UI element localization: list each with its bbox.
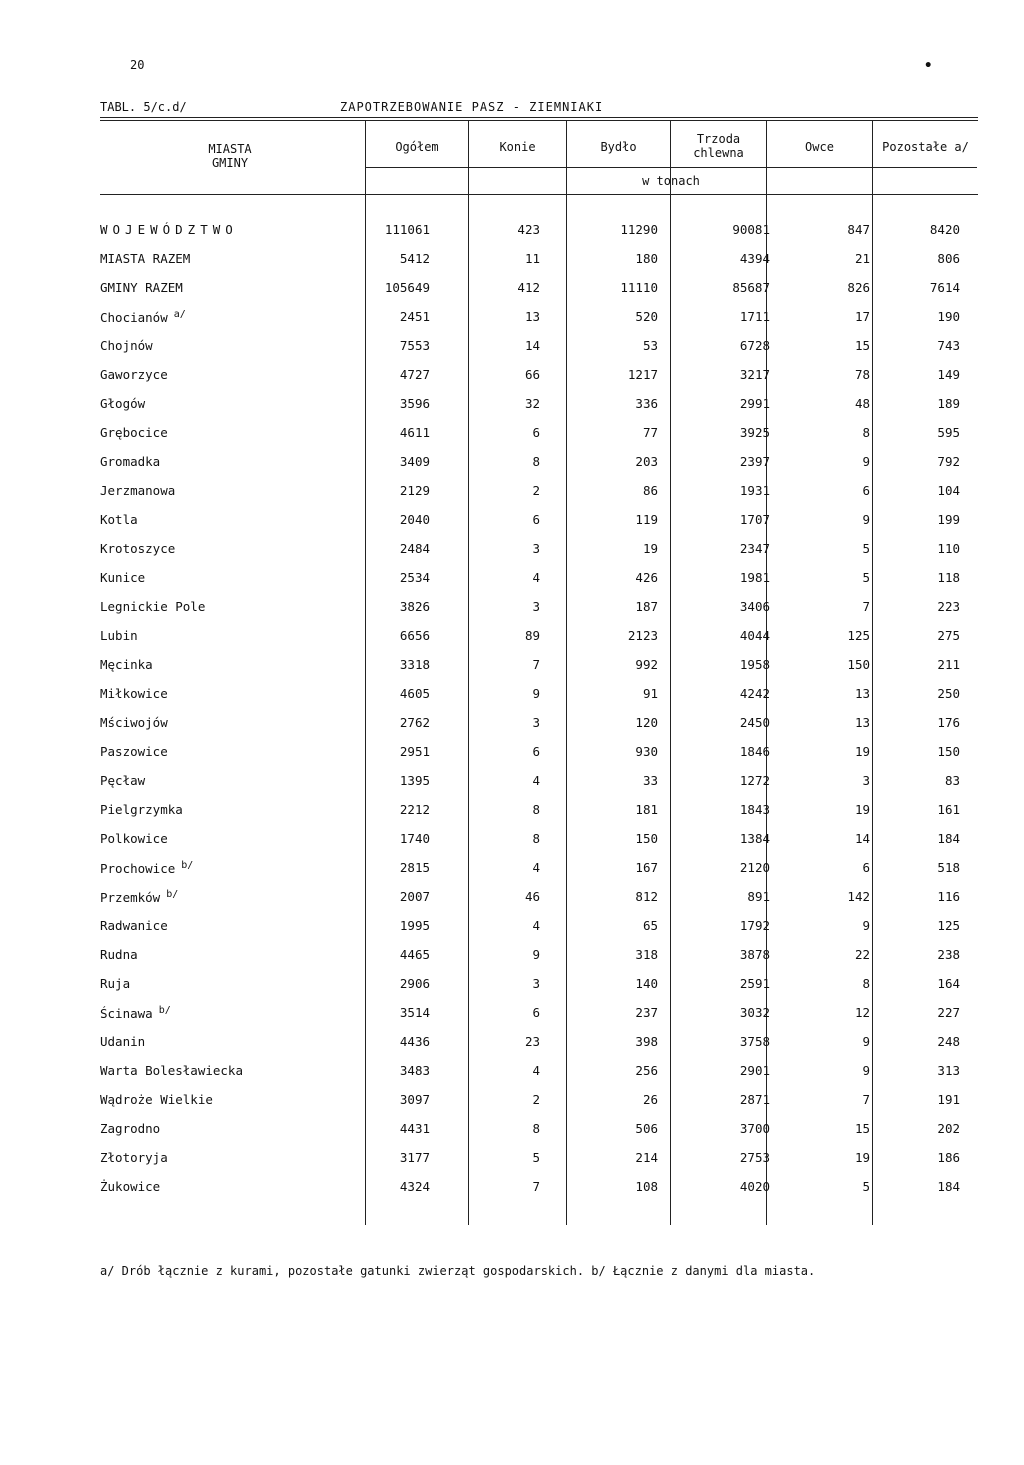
cell-value: 3406 [739, 599, 770, 614]
cell-value: 6 [532, 512, 540, 527]
cell-value: 4611 [399, 425, 430, 440]
cell-value: 1981 [739, 570, 770, 585]
table-row [100, 483, 980, 501]
row-name: Żukowice [100, 1179, 161, 1194]
cell-value: 19 [854, 802, 870, 817]
cell-value: 1395 [399, 773, 430, 788]
cell-value: 176 [937, 715, 960, 730]
table-row [100, 251, 980, 269]
cell-value: 6 [862, 860, 870, 875]
cell-value: 2484 [399, 541, 430, 556]
header-unit: w tonach [642, 174, 700, 188]
cell-value: 3409 [399, 454, 430, 469]
cell-value: 6656 [399, 628, 430, 643]
cell-value: 83 [944, 773, 960, 788]
cell-value: 90081 [732, 222, 770, 237]
table-row [100, 222, 980, 240]
table-row [100, 541, 980, 559]
cell-value: 2007 [399, 889, 430, 904]
header-col-other: Pozostałe a/ [882, 140, 969, 154]
cell-value: 5 [532, 1150, 540, 1165]
cell-value: 1707 [739, 512, 770, 527]
cell-value: 167 [635, 860, 658, 875]
cell-value: 161 [937, 802, 960, 817]
cell-value: 119 [635, 512, 658, 527]
cell-value: 8 [862, 976, 870, 991]
row-name: MIASTA RAZEM [100, 251, 191, 266]
cell-value: 2534 [399, 570, 430, 585]
cell-value: 202 [937, 1121, 960, 1136]
row-name-wrap [100, 860, 193, 876]
cell-value: 248 [937, 1034, 960, 1049]
row-name: Głogów [100, 396, 146, 411]
table-row [100, 1063, 980, 1081]
cell-value: 426 [635, 570, 658, 585]
cell-value: 110 [937, 541, 960, 556]
cell-value: 111061 [384, 222, 430, 237]
row-name: Kunice [100, 570, 146, 585]
cell-value: 116 [937, 889, 960, 904]
cell-value: 6 [532, 744, 540, 759]
row-name: Pęcław [100, 773, 146, 788]
cell-value: 2906 [399, 976, 430, 991]
cell-value: 1931 [739, 483, 770, 498]
cell-value: 150 [635, 831, 658, 846]
cell-value: 184 [937, 1179, 960, 1194]
header-col-horses: Konie [499, 140, 536, 154]
cell-value: 398 [635, 1034, 658, 1049]
cell-value: 6 [862, 483, 870, 498]
cell-value: 1711 [739, 309, 770, 324]
table-row [100, 309, 980, 327]
table-row [100, 831, 980, 849]
cell-value: 1272 [739, 773, 770, 788]
cell-value: 2762 [399, 715, 430, 730]
cell-value: 5 [862, 541, 870, 556]
table-row [100, 918, 980, 936]
cell-value: 4605 [399, 686, 430, 701]
cell-value: 2 [532, 483, 540, 498]
row-footnote-mark: b/ [158, 1005, 171, 1016]
cell-value: 7 [862, 1092, 870, 1107]
cell-value: 11290 [620, 222, 658, 237]
cell-value: 5412 [399, 251, 430, 266]
row-name: Udanin [100, 1034, 146, 1049]
cell-value: 223 [937, 599, 960, 614]
cell-value: 13 [854, 686, 870, 701]
top-rule-double [100, 120, 978, 121]
cell-value: 4020 [739, 1179, 770, 1194]
cell-value: 2991 [739, 396, 770, 411]
cell-value: 2591 [739, 976, 770, 991]
table-row [100, 744, 980, 762]
cell-value: 238 [937, 947, 960, 962]
cell-value: 743 [937, 338, 960, 353]
row-name: Polkowice [100, 831, 168, 846]
row-name-wrap [100, 309, 186, 325]
cell-value: 1384 [739, 831, 770, 846]
cell-value: 14 [854, 831, 870, 846]
cell-value: 7614 [929, 280, 960, 295]
table-row [100, 396, 980, 414]
cell-value: 6 [532, 1005, 540, 1020]
cell-value: 187 [635, 599, 658, 614]
row-footnote-mark: a/ [173, 309, 186, 320]
header-bottom-rule [100, 194, 978, 195]
row-name: Lubin [100, 628, 138, 643]
cell-value: 250 [937, 686, 960, 701]
cell-value: 2129 [399, 483, 430, 498]
cell-value: 89 [524, 628, 540, 643]
cell-value: 4436 [399, 1034, 430, 1049]
cell-value: 1843 [739, 802, 770, 817]
row-name: Chocianów [100, 310, 168, 326]
table-row [100, 425, 980, 443]
cell-value: 21 [854, 251, 870, 266]
cell-value: 313 [937, 1063, 960, 1078]
cell-value: 32 [524, 396, 540, 411]
cell-value: 3 [532, 599, 540, 614]
cell-value: 6 [532, 425, 540, 440]
cell-value: 2120 [739, 860, 770, 875]
cell-value: 2397 [739, 454, 770, 469]
cell-value: 15 [854, 338, 870, 353]
cell-value: 2753 [739, 1150, 770, 1165]
cell-value: 125 [847, 628, 870, 643]
row-name: Prochowice [100, 861, 176, 877]
cell-value: 3700 [739, 1121, 770, 1136]
cell-value: 2 [532, 1092, 540, 1107]
unit-rule [365, 167, 977, 168]
header-col-sheep: Owce [805, 140, 834, 154]
cell-value: 26 [642, 1092, 658, 1107]
cell-value: 8 [532, 831, 540, 846]
cell-value: 3514 [399, 1005, 430, 1020]
cell-value: 7 [862, 599, 870, 614]
cell-value: 930 [635, 744, 658, 759]
cell-value: 11 [524, 251, 540, 266]
cell-value: 180 [635, 251, 658, 266]
cell-value: 520 [635, 309, 658, 324]
cell-value: 33 [642, 773, 658, 788]
cell-value: 191 [937, 1092, 960, 1107]
cell-value: 3 [532, 976, 540, 991]
row-name: WOJEWÓDZTWO [100, 222, 238, 237]
cell-value: 78 [854, 367, 870, 382]
cell-value: 7 [532, 1179, 540, 1194]
cell-value: 150 [937, 744, 960, 759]
table-row [100, 802, 980, 820]
cell-value: 4242 [739, 686, 770, 701]
row-name: Przemków [100, 890, 161, 906]
footnote: a/ Drób łącznie z kurami, pozostałe gatunki zwierząt gospodarskich. b/ Łącznie z danymi dla miasta. [100, 1264, 816, 1278]
cell-value: 8 [532, 1121, 540, 1136]
cell-value: 164 [937, 976, 960, 991]
row-name: Legnickie Pole [100, 599, 206, 614]
cell-value: 237 [635, 1005, 658, 1020]
cell-value: 23 [524, 1034, 540, 1049]
cell-value: 2212 [399, 802, 430, 817]
cell-value: 806 [937, 251, 960, 266]
cell-value: 2815 [399, 860, 430, 875]
cell-value: 203 [635, 454, 658, 469]
row-name: Miłkowice [100, 686, 168, 701]
row-name: Paszowice [100, 744, 168, 759]
page-number: 20 [130, 58, 145, 72]
cell-value: 2040 [399, 512, 430, 527]
table-title: ZAPOTRZEBOWANIE PASZ - ZIEMNIAKI [340, 100, 604, 114]
cell-value: 2450 [739, 715, 770, 730]
cell-value: 8 [532, 802, 540, 817]
cell-value: 847 [847, 222, 870, 237]
row-name: Złotoryja [100, 1150, 168, 1165]
cell-value: 53 [642, 338, 658, 353]
row-name: Zagrodno [100, 1121, 161, 1136]
cell-value: 8 [862, 425, 870, 440]
cell-value: 125 [937, 918, 960, 933]
cell-value: 19 [642, 541, 658, 556]
cell-value: 5 [862, 1179, 870, 1194]
cell-value: 4727 [399, 367, 430, 382]
row-name: Warta Bolesławiecka [100, 1063, 243, 1078]
cell-value: 506 [635, 1121, 658, 1136]
cell-value: 3032 [739, 1005, 770, 1020]
header-col-cattle: Bydło [600, 140, 637, 154]
row-name: GMINY RAZEM [100, 280, 183, 295]
cell-value: 86 [642, 483, 658, 498]
cell-value: 17 [854, 309, 870, 324]
row-name: Gaworzyce [100, 367, 168, 382]
cell-value: 3 [532, 541, 540, 556]
row-name: Chojnów [100, 338, 153, 353]
cell-value: 275 [937, 628, 960, 643]
cell-value: 1846 [739, 744, 770, 759]
cell-value: 3 [862, 773, 870, 788]
cell-value: 1958 [739, 657, 770, 672]
cell-value: 4044 [739, 628, 770, 643]
cell-value: 13 [524, 309, 540, 324]
table-row [100, 976, 980, 994]
row-name: Krotoszyce [100, 541, 176, 556]
row-name: Rudna [100, 947, 138, 962]
row-name: Ruja [100, 976, 131, 991]
table-row [100, 860, 980, 878]
cell-value: 256 [635, 1063, 658, 1078]
cell-value: 150 [847, 657, 870, 672]
row-name: Radwanice [100, 918, 168, 933]
cell-value: 142 [847, 889, 870, 904]
cell-value: 3097 [399, 1092, 430, 1107]
cell-value: 118 [937, 570, 960, 585]
cell-value: 13 [854, 715, 870, 730]
cell-value: 140 [635, 976, 658, 991]
row-name: Grębocice [100, 425, 168, 440]
cell-value: 8420 [929, 222, 960, 237]
row-name: Gromadka [100, 454, 161, 469]
table-row [100, 512, 980, 530]
table-row [100, 1179, 980, 1197]
cell-value: 4 [532, 773, 540, 788]
cell-value: 91 [642, 686, 658, 701]
cell-value: 22 [854, 947, 870, 962]
table-row [100, 599, 980, 617]
table-row [100, 715, 980, 733]
cell-value: 318 [635, 947, 658, 962]
cell-value: 186 [937, 1150, 960, 1165]
table-row [100, 570, 980, 588]
cell-value: 3217 [739, 367, 770, 382]
cell-value: 3925 [739, 425, 770, 440]
cell-value: 149 [937, 367, 960, 382]
cell-value: 992 [635, 657, 658, 672]
cell-value: 4431 [399, 1121, 430, 1136]
cell-value: 6728 [739, 338, 770, 353]
cell-value: 9 [862, 918, 870, 933]
row-footnote-mark: b/ [166, 889, 179, 900]
table-label: TABL. 5/c.d/ [100, 100, 187, 114]
cell-value: 3596 [399, 396, 430, 411]
cell-value: 12 [854, 1005, 870, 1020]
cell-value: 9 [532, 947, 540, 962]
cell-value: 9 [532, 686, 540, 701]
cell-value: 8 [532, 454, 540, 469]
cell-value: 199 [937, 512, 960, 527]
table-row [100, 889, 980, 907]
top-rule [100, 117, 978, 118]
cell-value: 1792 [739, 918, 770, 933]
table-row [100, 1121, 980, 1139]
row-name: Ścinawa [100, 1006, 153, 1022]
cell-value: 9 [862, 1063, 870, 1078]
cell-value: 3758 [739, 1034, 770, 1049]
row-name: Wądroże Wielkie [100, 1092, 213, 1107]
cell-value: 181 [635, 802, 658, 817]
cell-value: 15 [854, 1121, 870, 1136]
table-row [100, 628, 980, 646]
cell-value: 120 [635, 715, 658, 730]
cell-value: 7553 [399, 338, 430, 353]
table-row [100, 454, 980, 472]
cell-value: 66 [524, 367, 540, 382]
cell-value: 1217 [627, 367, 658, 382]
cell-value: 812 [635, 889, 658, 904]
table-row [100, 280, 980, 298]
cell-value: 4 [532, 918, 540, 933]
cell-value: 19 [854, 1150, 870, 1165]
table-row [100, 1005, 980, 1023]
cell-value: 65 [642, 918, 658, 933]
row-name-wrap [100, 889, 178, 905]
cell-value: 4 [532, 570, 540, 585]
cell-value: 9 [862, 454, 870, 469]
table-row [100, 367, 980, 385]
cell-value: 77 [642, 425, 658, 440]
row-name: Pielgrzymka [100, 802, 183, 817]
cell-value: 3318 [399, 657, 430, 672]
cell-value: 412 [517, 280, 540, 295]
cell-value: 19 [854, 744, 870, 759]
cell-value: 9 [862, 1034, 870, 1049]
row-name: Jerzmanowa [100, 483, 176, 498]
header-name-col: MIASTA GMINY [208, 142, 252, 170]
cell-value: 792 [937, 454, 960, 469]
row-name: Kotla [100, 512, 138, 527]
row-footnote-mark: b/ [181, 860, 194, 871]
cell-value: 214 [635, 1150, 658, 1165]
cell-value: 3878 [739, 947, 770, 962]
cell-value: 4465 [399, 947, 430, 962]
table-row [100, 1034, 980, 1052]
cell-value: 1995 [399, 918, 430, 933]
cell-value: 3826 [399, 599, 430, 614]
cell-value: 2347 [739, 541, 770, 556]
header-col-pigs: Trzoda chlewna [693, 132, 744, 160]
cell-value: 518 [937, 860, 960, 875]
cell-value: 48 [854, 396, 870, 411]
cell-value: 423 [517, 222, 540, 237]
cell-value: 190 [937, 309, 960, 324]
cell-value: 4 [532, 860, 540, 875]
cell-value: 9 [862, 512, 870, 527]
cell-value: 105649 [384, 280, 430, 295]
corner-mark: • [924, 58, 933, 74]
cell-value: 211 [937, 657, 960, 672]
row-name: Mściwojów [100, 715, 168, 730]
cell-value: 4394 [739, 251, 770, 266]
cell-value: 595 [937, 425, 960, 440]
cell-value: 7 [532, 657, 540, 672]
cell-value: 3177 [399, 1150, 430, 1165]
table-row [100, 1092, 980, 1110]
cell-value: 189 [937, 396, 960, 411]
cell-value: 5 [862, 570, 870, 585]
table-row [100, 1150, 980, 1168]
cell-value: 14 [524, 338, 540, 353]
cell-value: 4 [532, 1063, 540, 1078]
cell-value: 1740 [399, 831, 430, 846]
cell-value: 3483 [399, 1063, 430, 1078]
cell-value: 826 [847, 280, 870, 295]
row-name-wrap [100, 1005, 171, 1021]
table-row [100, 338, 980, 356]
cell-value: 104 [937, 483, 960, 498]
cell-value: 2901 [739, 1063, 770, 1078]
cell-value: 2123 [627, 628, 658, 643]
cell-value: 46 [524, 889, 540, 904]
cell-value: 11110 [620, 280, 658, 295]
cell-value: 2451 [399, 309, 430, 324]
cell-value: 4324 [399, 1179, 430, 1194]
cell-value: 184 [937, 831, 960, 846]
cell-value: 336 [635, 396, 658, 411]
cell-value: 2951 [399, 744, 430, 759]
cell-value: 85687 [732, 280, 770, 295]
cell-value: 3 [532, 715, 540, 730]
table-row [100, 686, 980, 704]
cell-value: 108 [635, 1179, 658, 1194]
row-name: Męcinka [100, 657, 153, 672]
cell-value: 891 [747, 889, 770, 904]
header-col-total: Ogółem [395, 140, 439, 154]
table-row [100, 773, 980, 791]
table-row [100, 947, 980, 965]
table-row [100, 657, 980, 675]
cell-value: 227 [937, 1005, 960, 1020]
cell-value: 2871 [739, 1092, 770, 1107]
